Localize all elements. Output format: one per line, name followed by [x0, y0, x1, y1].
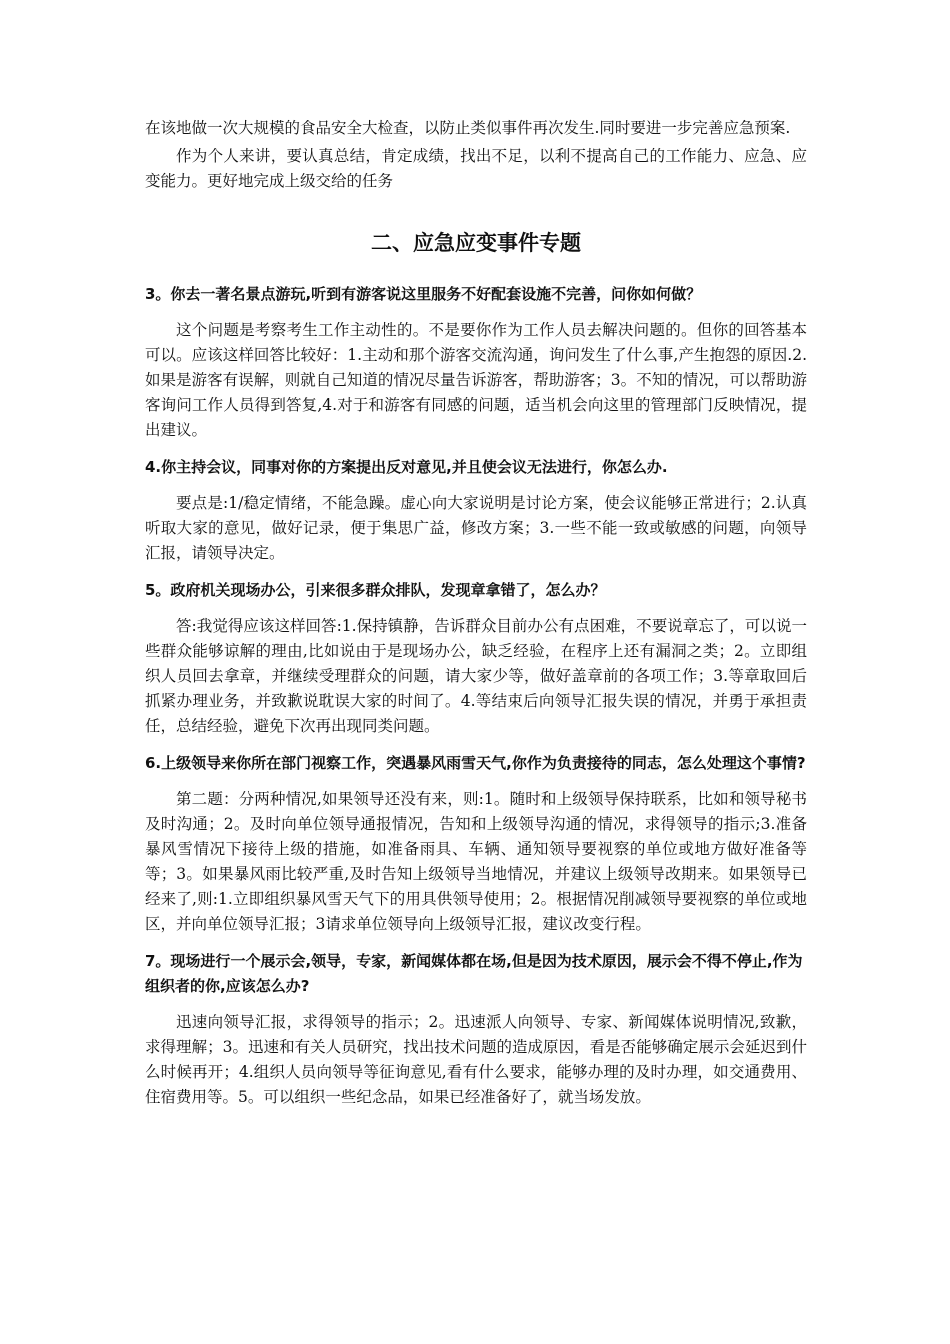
section-title: 二、应急应变事件专题 [371, 231, 581, 255]
question-heading: 6.上级领导来你所在部门视察工作，突遇暴风雨雪天气,你作为负责接待的同志，怎么处理这个事情? [145, 754, 806, 772]
question-heading: 7。现场进行一个展示会,领导，专家，新闻媒体都在场,但是因为技术原因，展示会不得不停止,作为组织者的你,应该怎么办? [145, 952, 803, 995]
question-heading: 4.你主持会议，同事对你的方案提出反对意见,并且使会议无法进行，你怎么办. [145, 458, 668, 476]
answer-paragraph: 答:我觉得应该这样回答:1.保持镇静，告诉群众目前办公有点困难，不要说章忘了，可以说一些群众能够谅解的理由,比如说由于是现场办公，缺乏经验，在程序上还有漏洞之类；2。立即组织人员回去拿章，并继续受理群众的问题，请大家少等，做好盖章前的各项工作；3.等章取回后抓紧办理业务，并致歉说耽误大家的时间了。4.等结束后向领导汇报失误的情况，并勇于承担责任，总结经验，避免下次再出现同类问题。 [145, 617, 807, 735]
answer-paragraph: 迅速向领导汇报，求得领导的指示；2。迅速派人向领导、专家、新闻媒体说明情况,致歉，求得理解；3。迅速和有关人员研究，找出技术问题的造成原因，看是否能够确定展示会延迟到什么时候再开；4.组织人员向领导等征询意见,看有什么要求，能够办理的及时办理，如交通费用、住宿费用等。5。可以组织一些纪念品，如果已经准备好了，就当场发放。 [145, 1013, 807, 1106]
question-heading: 5。政府机关现场办公，引来很多群众排队，发现章拿错了，怎么办？ [145, 581, 606, 599]
answer-paragraph: 第二题：分两种情况,如果领导还没有来，则:1。随时和上级领导保持联系，比如和领导秘书及时沟通；2。及时向单位领导通报情况，告知和上级领导沟通的情况，求得领导的指示;3.准备暴风雪情况下接待上级的措施，如准备雨具、车辆、通知领导要视察的单位或地方做好准备等等；3。如果暴风雨比较严重,及时告知上级领导当地情况，并建议上级领导改期来。如果领导已经来了,则:1.立即组织暴风雪天气下的用具供领导使用；2。根据情况削减领导要视察的单位或地区，并向单位领导汇报；3请求单位领导向上级领导汇报，建议改变行程。 [145, 790, 807, 933]
intro-paragraph: 在该地做一次大规模的食品安全大检查，以防止类似事件再次发生.同时要进一步完善应急预案. [145, 119, 791, 137]
summary-paragraph: 作为个人来讲，要认真总结，肯定成绩，找出不足，以利不提高自己的工作能力、应急、应变能力。更好地完成上级交给的任务 [145, 147, 807, 190]
document-page [145, 0, 807, 1110]
answer-paragraph: 这个问题是考察考生工作主动性的。不是要你作为工作人员去解决问题的。但你的回答基本可以。应该这样回答比较好：1.主动和那个游客交流沟通，询问发生了什么事,产生抱怨的原因.2.如果是游客有误解，则就自己知道的情况尽量告诉游客，帮助游客；3。不知的情况，可以帮助游客询问工作人员得到答复,4.对于和游客有同感的问题，适当机会向这里的管理部门反映情况，提出建议。 [145, 321, 807, 439]
question-heading: 3。你去一著名景点游玩,听到有游客说这里服务不好配套设施不完善，问你如何做？ [145, 285, 702, 303]
answer-paragraph: 要点是:1/稳定情绪，不能急躁。虚心向大家说明是讨论方案，使会议能够正常进行；2.认真听取大家的意见，做好记录，便于集思广益，修改方案；3.一些不能一致或敏感的问题，向领导汇报，请领导决定。 [145, 494, 807, 562]
